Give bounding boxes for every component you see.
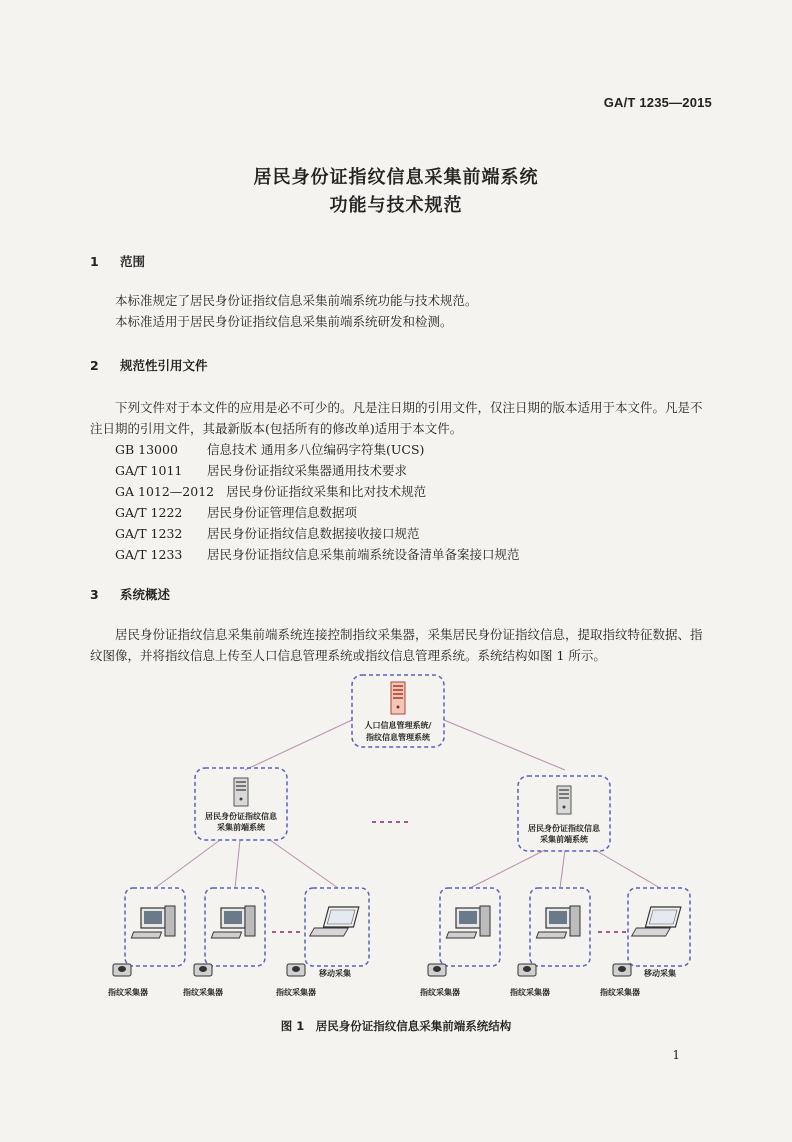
reference-title: 居民身份证指纹采集和比对技术规范 (226, 484, 427, 499)
desktop-icon (131, 906, 175, 938)
reference-title: 居民身份证管理信息数据项 (207, 505, 358, 520)
section-title: 范围 (120, 254, 146, 269)
collector-label: 指纹采集器 (510, 988, 550, 997)
reference-item (115, 544, 520, 565)
paragraph: 居民身份证指纹信息采集前端系统连接控制指纹采集器，采集居民身份证指纹信息，提取指纹特征数据、指纹图像，并将指纹信息上传至人口信息管理系统或指纹信息管理系统。系统结构如图 1 所示。 (90, 627, 703, 663)
section-3-heading (90, 585, 170, 603)
reference-title: 居民身份证指纹信息数据接收接口规范 (207, 526, 420, 541)
reference-item (115, 460, 520, 481)
reference-code: GA/T 1232 (115, 526, 183, 541)
collector-label: 指纹采集器 (276, 988, 316, 997)
reference-code: GB 13000 (115, 442, 178, 457)
section-number: 2 (90, 358, 99, 373)
standard-code: GA/T 1235—2015 (603, 95, 712, 110)
reference-item (115, 439, 520, 460)
desktop-icon (446, 906, 490, 938)
section-title: 规范性引用文件 (120, 358, 208, 373)
fingerprint-scanner-icon (428, 964, 446, 976)
front-end-system-node-left (205, 778, 278, 832)
page-number: 1 (672, 1048, 680, 1062)
reference-item (115, 502, 520, 523)
document-title-line2: 功能与技术规范 (329, 195, 463, 216)
reference-item (115, 523, 520, 544)
front-end-label-line1: 居民身份证指纹信息 (528, 824, 600, 833)
reference-code: GA/T 1011 (115, 463, 183, 478)
fingerprint-scanner-icon (287, 964, 305, 976)
section-2-body (90, 397, 712, 439)
paragraph: 本标准适用于居民身份证指纹信息采集前端系统研发和检测。 (115, 314, 453, 329)
collector-label: 指纹采集器 (420, 988, 460, 997)
collector-label: 指纹采集器 (600, 988, 640, 997)
mobile-collection-label: 移动采集 (644, 969, 676, 978)
section-1-heading (90, 252, 145, 270)
population-info-system-node (365, 682, 432, 742)
front-end-system-node-right (528, 786, 601, 844)
fingerprint-scanner-icon (194, 964, 212, 976)
front-end-label-line1: 居民身份证指纹信息 (205, 812, 277, 821)
collector-label: 指纹采集器 (183, 988, 223, 997)
paragraph: 本标准规定了居民身份证指纹信息采集前端系统功能与技术规范。 (115, 293, 478, 308)
laptop-icon (310, 907, 359, 936)
reference-code: GA/T 1233 (115, 547, 183, 562)
document-title-line1: 居民身份证指纹信息采集前端系统 (253, 167, 539, 188)
reference-item (115, 481, 520, 502)
section-number: 3 (90, 587, 99, 602)
section-1-body (90, 290, 712, 332)
system-structure-diagram (0, 660, 792, 1020)
fingerprint-scanner-icon (613, 964, 631, 976)
section-title: 系统概述 (120, 587, 171, 602)
mobile-collection-label: 移动采集 (319, 969, 351, 978)
section-2-heading (90, 356, 208, 374)
laptop-icon (632, 907, 681, 936)
front-end-label-line2: 采集前端系统 (540, 835, 588, 844)
reference-title: 居民身份证指纹采集器通用技术要求 (207, 463, 408, 478)
fingerprint-scanner-icon (113, 964, 131, 976)
reference-title: 信息技术 通用多八位编码字符集(UCS) (207, 442, 425, 457)
reference-code: GA 1012—2012 (115, 484, 215, 499)
front-end-label-line2: 采集前端系统 (217, 823, 265, 832)
figure-caption: 图 1 居民身份证指纹信息采集前端系统结构 (280, 1019, 512, 1033)
normative-references-list (115, 439, 520, 565)
desktop-icon (211, 906, 255, 938)
desktop-icon (536, 906, 580, 938)
top-node-label-line1: 人口信息管理系统/ (364, 721, 432, 730)
fingerprint-scanner-icon (518, 964, 536, 976)
reference-code: GA/T 1222 (115, 505, 183, 520)
top-node-label-line2: 指纹信息管理系统 (366, 733, 430, 742)
paragraph: 下列文件对于本文件的应用是必不可少的。凡是注日期的引用文件，仅注日期的版本适用于本文件。凡是不注日期的引用文件，其最新版本(包括所有的修改单)适用于本文件。 (90, 400, 703, 436)
section-number: 1 (90, 254, 99, 269)
reference-title: 居民身份证指纹信息采集前端系统设备清单备案接口规范 (207, 547, 520, 562)
collector-label: 指纹采集器 (108, 988, 148, 997)
